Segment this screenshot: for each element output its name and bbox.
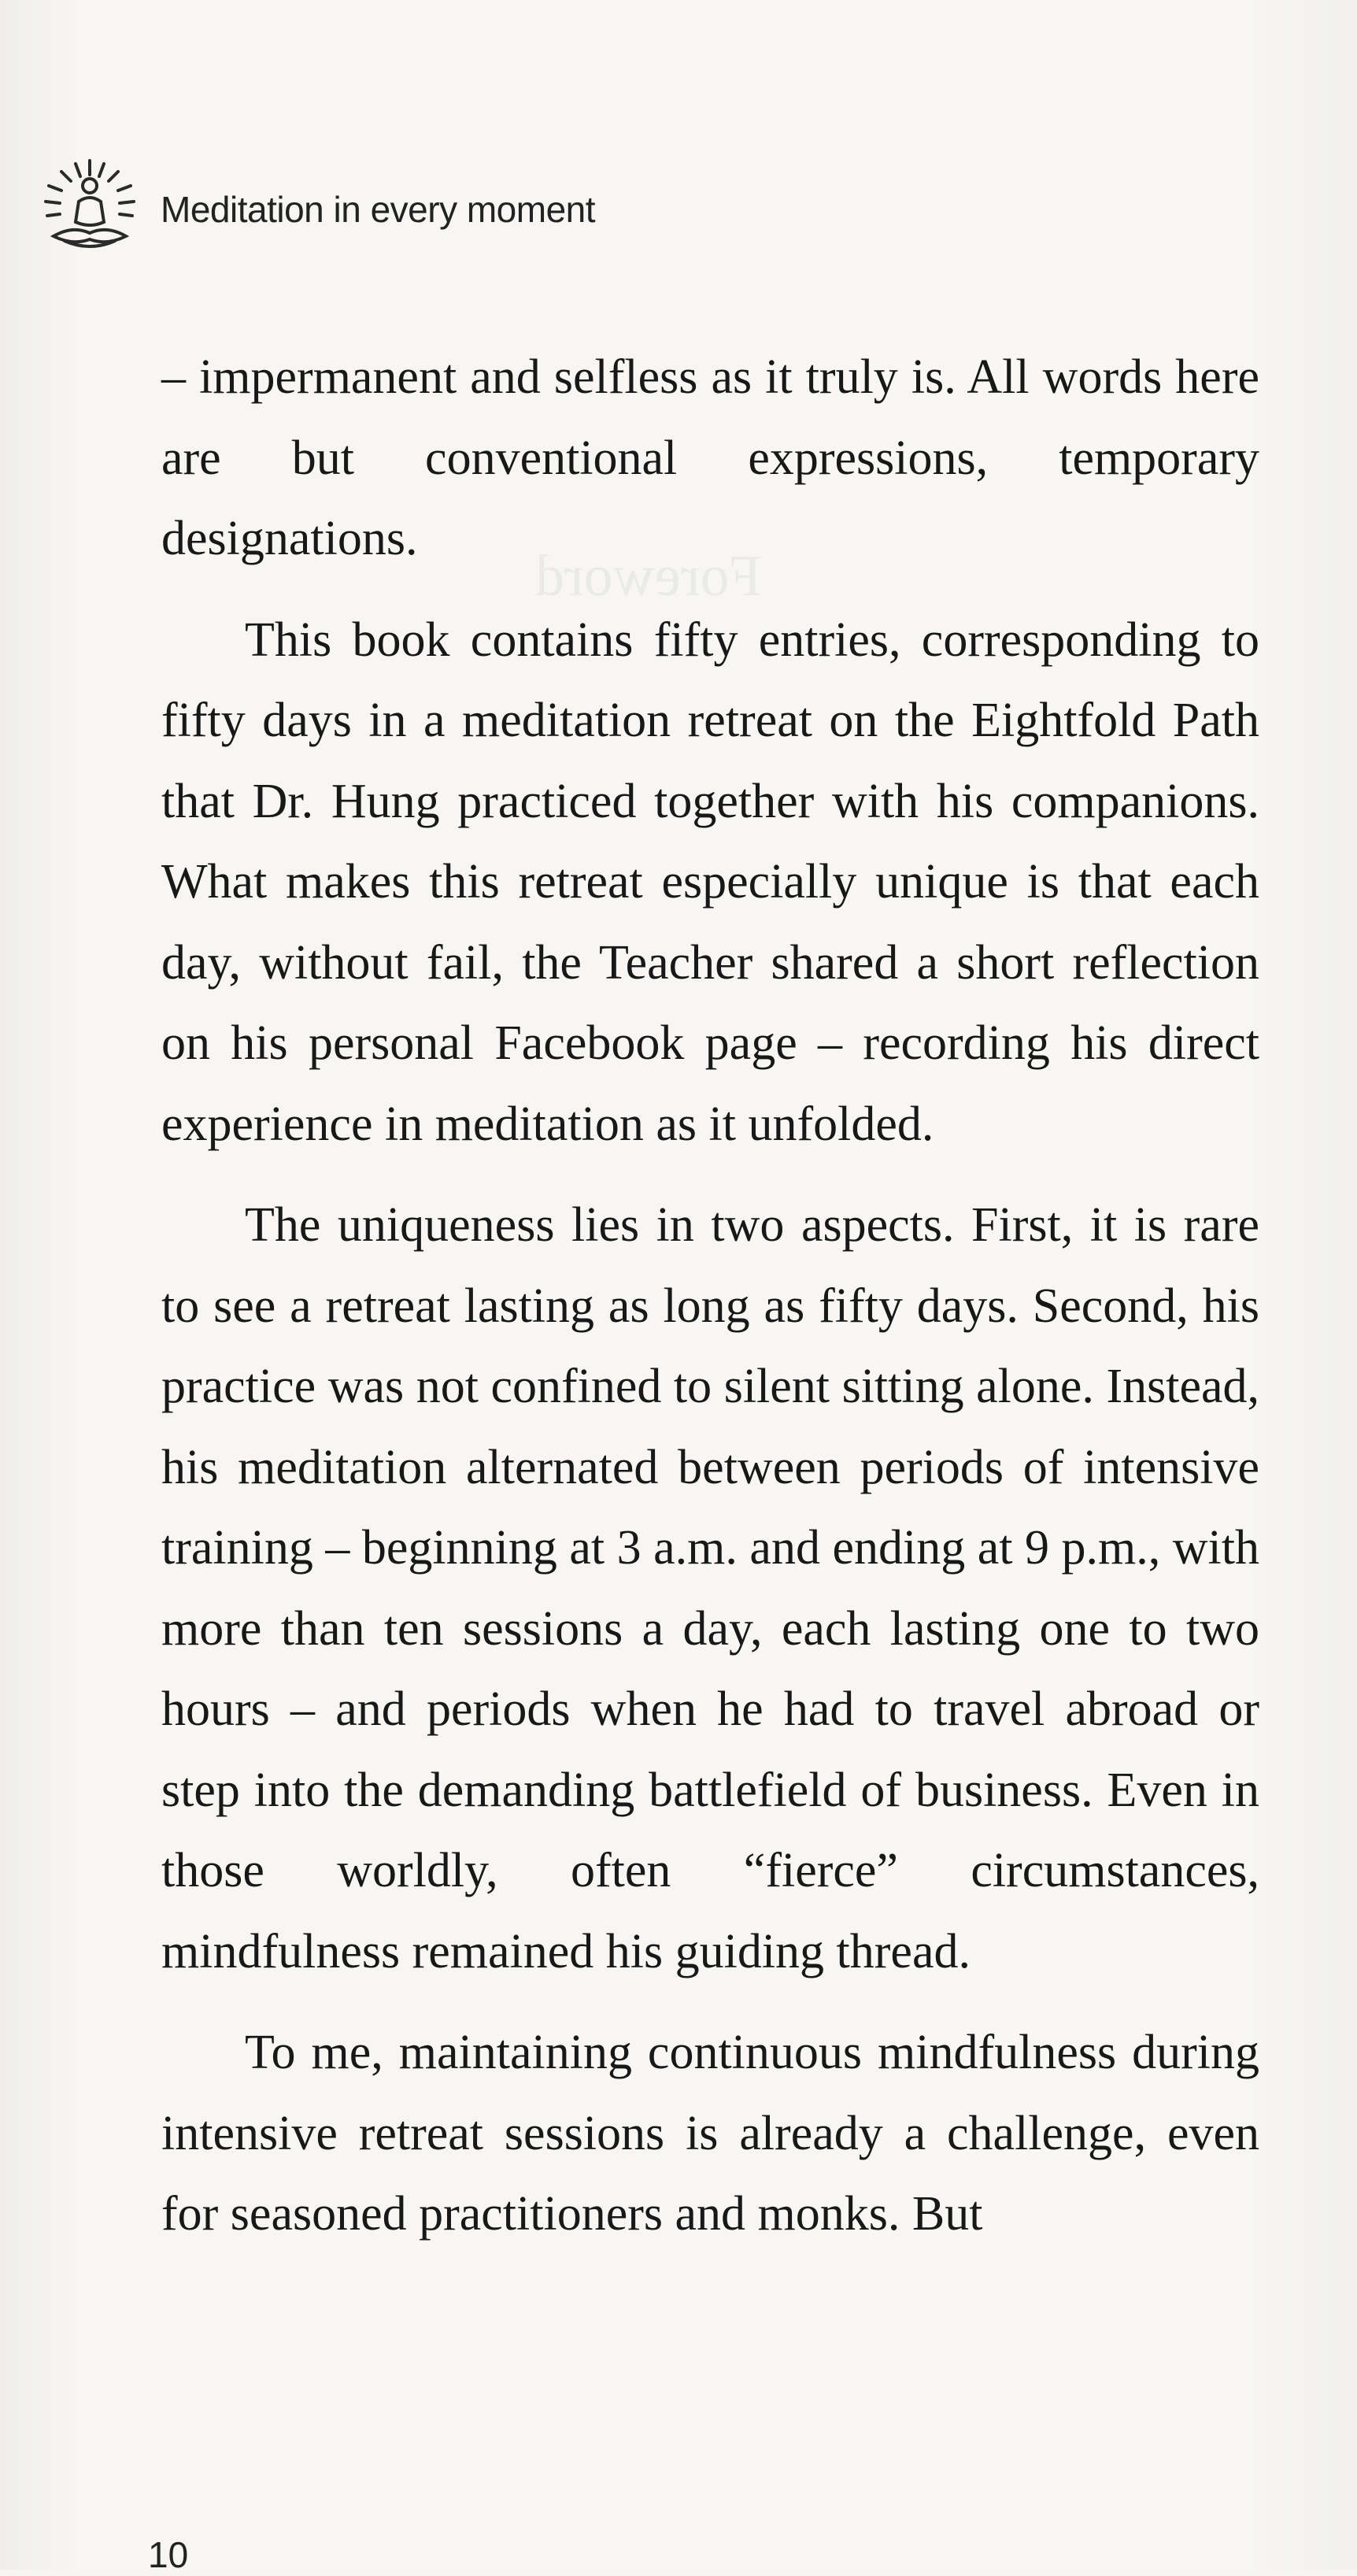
meditating-figure-icon bbox=[38, 154, 142, 257]
running-header bbox=[38, 154, 595, 257]
paragraph-4: To me, maintaining continuous mindfulness during intensive retreat sessions is already a challenge, even for seasoned practitioners and monks. But bbox=[161, 2026, 1259, 2241]
body-text bbox=[161, 337, 1259, 2275]
running-head-title: Meditation in every moment bbox=[161, 189, 596, 230]
show-through-text: Foreword bbox=[535, 544, 762, 609]
paragraph-2: This book contains fifty entries, corresponding to fifty days in a meditation retreat on the Eightfold Path that Dr. Hung practiced together with his companions. What makes this retreat especially unique is that each day, without fail, the Teacher shared a short reflection on his personal Facebook page – recording his direct experience in meditation as it unfolded. bbox=[161, 613, 1259, 1151]
paragraph-1: – impermanent and selfless as it truly is. All words here are but conventional expressions, temporary designations. bbox=[161, 350, 1259, 565]
page-number: 10 bbox=[148, 2534, 189, 2575]
paragraph-3: The uniqueness lies in two aspects. First, it is rare to see a retreat lasting as long as fifty days. Second, his practice was not confined to silent sitting alone. Instead, his meditation alternated between periods of intensive training – beginning at 3 a.m. and ending at 9 p.m., with more than ten sessions a day, each lasting one to two hours – and periods when he had to travel abroad or step into the demanding battlefield of business. Even in those worldly, often “fierce” circumstances, mindfulness remained his guiding thread. bbox=[161, 1198, 1259, 1978]
